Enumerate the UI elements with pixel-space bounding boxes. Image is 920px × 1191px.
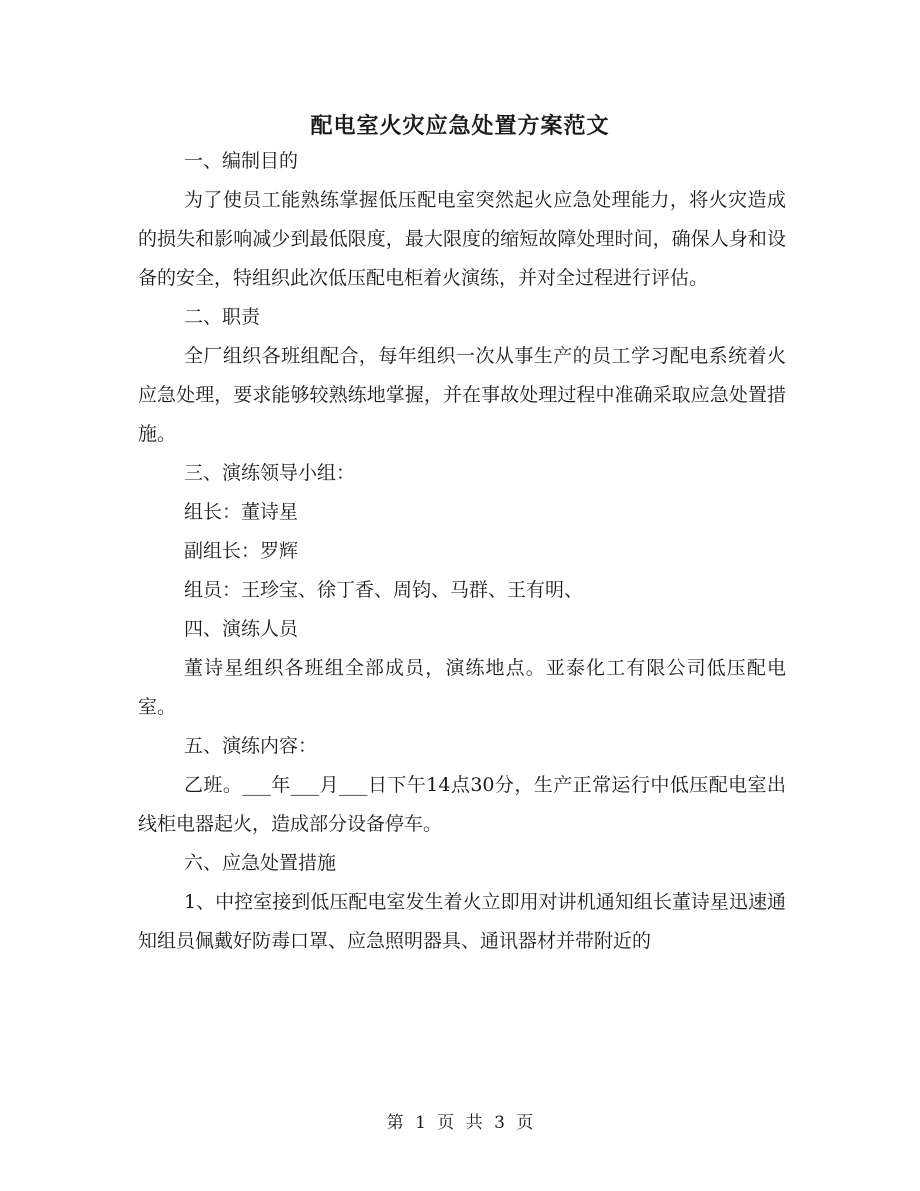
paragraph-drill-content: 乙班。___年___月___日下午14点30分，生产正常运行中低压配电室出线柜电器起火，造成部分设备停车。	[138, 774, 786, 835]
page-number: 第 1 页 共 3 页	[386, 1113, 534, 1133]
paragraph-drill-personnel: 董诗星组织各班组全部成员，演练地点。亚泰化工有限公司低压配电室。	[138, 657, 786, 718]
heading-leadership-group: 三、演练领导小组：	[184, 462, 356, 484]
paragraph-measure-1: 1、中控室接到低压配电室发生着火立即用对讲机通知组长董诗星迅速通知组员佩戴好防毒口罩、应急照明器具、通讯器材并带附近的	[138, 891, 786, 952]
paragraph-purpose: 为了使员工能熟练掌握低压配电室突然起火应急处理能力，将火灾造成的损失和影响减少到最低限度，最大限度的缩短故障处理时间，确保人身和设备的安全，特组织此次低压配电柜着火演练，并对全过程进行评估。	[138, 189, 786, 289]
document-title: 配电室火灾应急处置方案范文	[310, 113, 610, 139]
deputy-leader-line: 副组长：罗辉	[184, 540, 299, 562]
heading-duties: 二、职责	[184, 306, 261, 328]
members-line: 组员：王珍宝、徐丁香、周钧、马群、王有明、	[184, 579, 584, 601]
heading-drill-content: 五、演练内容：	[184, 735, 318, 757]
document-body	[138, 142, 786, 961]
paragraph-duties: 全厂组织各班组配合，每年组织一次从事生产的员工学习配电系统着火应急处理，要求能够较熟练地掌握，并在事故处理过程中准确采取应急处置措施。	[138, 345, 786, 445]
heading-purpose: 一、编制目的	[184, 150, 299, 172]
heading-drill-personnel: 四、演练人员	[184, 618, 299, 640]
leader-line: 组长：董诗星	[184, 501, 299, 523]
heading-emergency-measures: 六、应急处置措施	[184, 852, 337, 874]
